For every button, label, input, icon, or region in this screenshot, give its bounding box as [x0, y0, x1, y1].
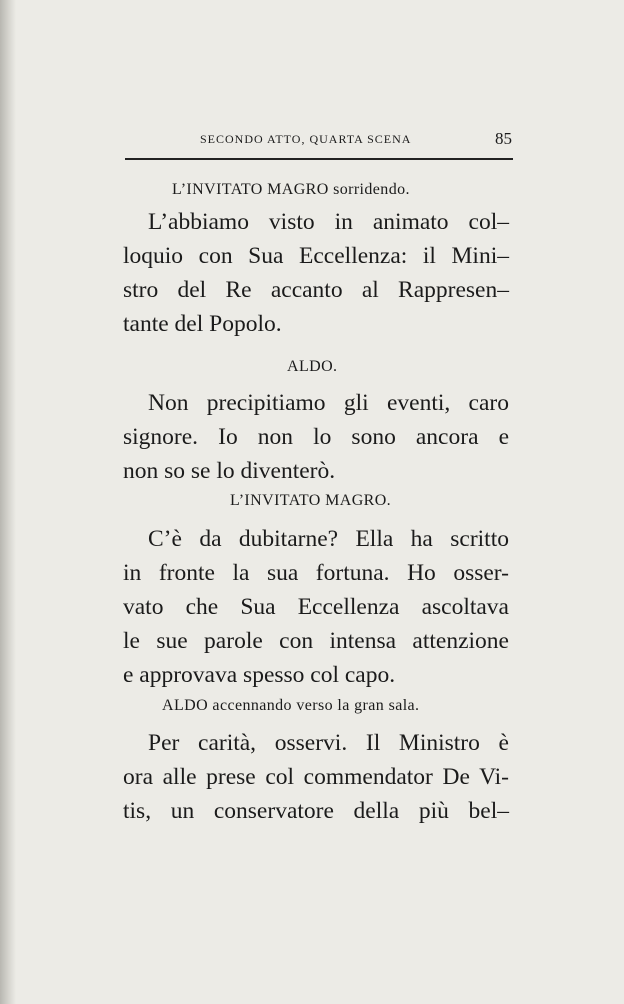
text-line: tis, un conservatore della più bel–	[123, 798, 509, 824]
speaker-direction: L’INVITATO MAGRO.	[230, 492, 392, 509]
header-rule	[125, 158, 513, 160]
page-header	[200, 129, 512, 152]
text-line: loquio con Sua Eccellenza: il Mini–	[123, 243, 509, 269]
text-line: e approvava spesso col capo.	[123, 662, 396, 688]
text-line: stro del Re accanto al Rappresen–	[123, 277, 509, 303]
text-line: ora alle prese col commendator De Vi-	[123, 764, 509, 790]
text-line: L’abbiamo visto in animato col–	[148, 209, 509, 235]
text-line: le sue parole con intensa attenzione	[123, 628, 509, 654]
text-line: signore. Io non lo sono ancora e	[123, 424, 509, 450]
speaker-direction: ALDO.	[287, 358, 338, 375]
text-line: Per carità, osservi. Il Ministro è	[148, 730, 509, 756]
page-number: 85	[495, 129, 512, 148]
page-gutter-shadow	[0, 0, 16, 1004]
text-line: non so se lo diventerò.	[123, 458, 336, 484]
text-line: C’è da dubitarne? Ella ha scritto	[148, 526, 509, 552]
speaker-direction: ALDO accennando verso la gran sala.	[162, 697, 420, 714]
running-head: SECONDO ATTO, QUARTA SCENA	[200, 132, 412, 146]
text-line: in fronte la sua fortuna. Ho osser-	[123, 560, 509, 586]
text-line: Non precipitiamo gli eventi, caro	[148, 390, 509, 416]
speaker-direction: L’INVITATO MAGRO sorridendo.	[172, 181, 410, 198]
text-line: vato che Sua Eccellenza ascoltava	[123, 594, 509, 620]
text-line: tante del Popolo.	[123, 311, 282, 337]
